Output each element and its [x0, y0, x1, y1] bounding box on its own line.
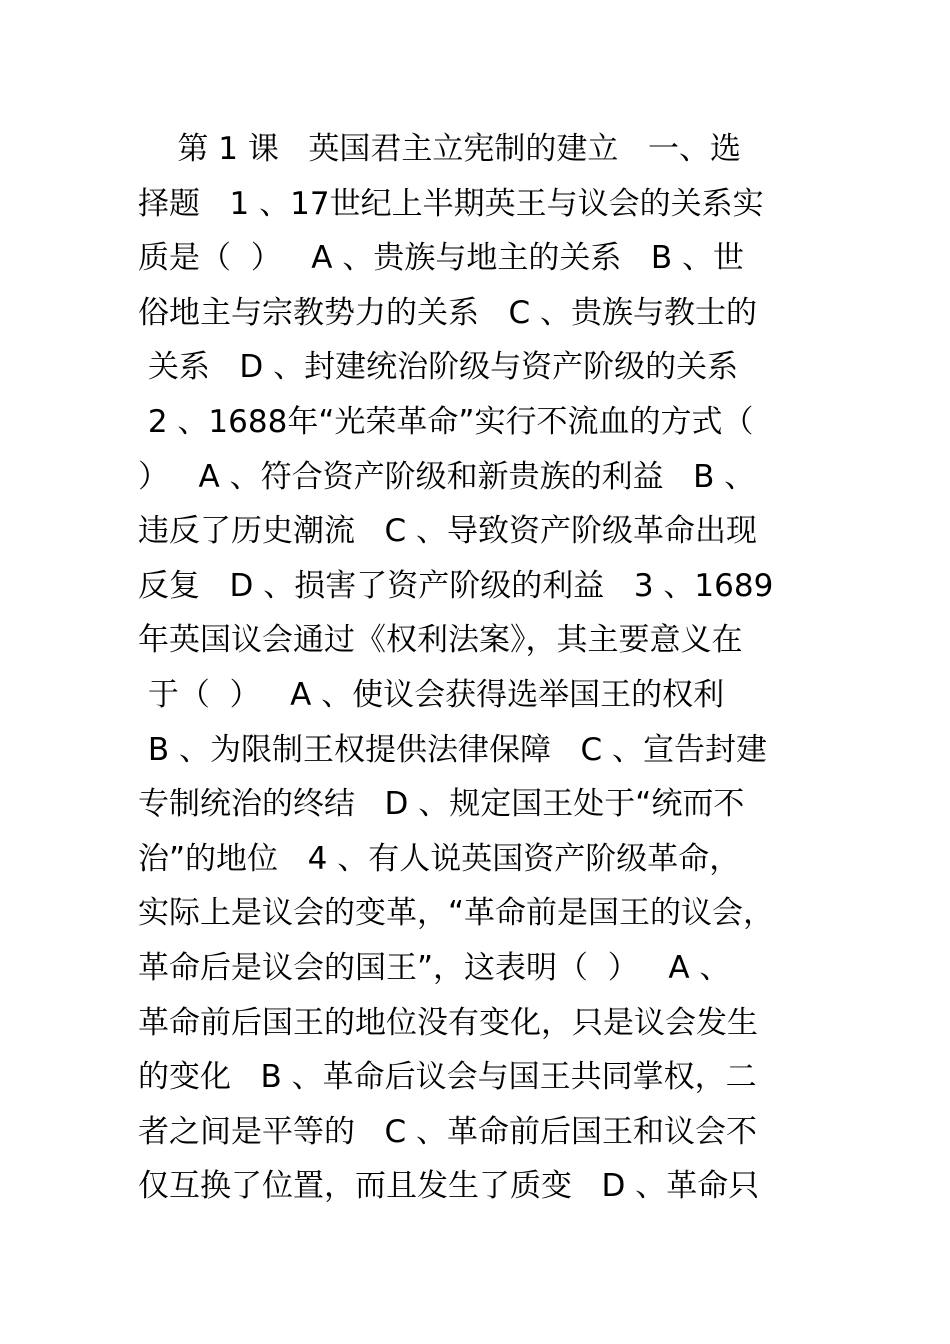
- text-line: 关系 D 、封建统治阶级与资产阶级的关系: [138, 349, 739, 386]
- text-line: 2 、1688年“光荣革命”实行不流血的方式（: [138, 403, 754, 440]
- text-line: 者之间是平等的 C 、革命前后国王和议会不: [138, 1113, 758, 1150]
- text-line: 于（ ） A 、使议会获得选举国王的权利: [138, 676, 725, 713]
- text-line: 革命后是议会的国王”，这表明（ ） A 、: [138, 949, 731, 986]
- text-line: B 、为限制王权提供法律保障 C 、宣告封建: [138, 731, 768, 768]
- text-line: 择题 1 、17世纪上半期英王与议会的关系实: [138, 185, 764, 222]
- text-line: 年英国议会通过《权利法案》，其主要意义在: [138, 622, 743, 659]
- text-line: 质是（ ） A 、贵族与地主的关系 B 、世: [138, 240, 745, 277]
- text-line: 革命前后国王的地位没有变化，只是议会发生: [138, 1004, 758, 1041]
- text-line: 第 1 课 英国君主立宪制的建立 一、选: [138, 131, 741, 167]
- text-line: 治”的地位 4 、有人说英国资产阶级革命，: [138, 840, 741, 877]
- document-body: [138, 122, 838, 1214]
- text-line: 专制统治的终结 D 、规定国王处于“统而不: [138, 786, 745, 823]
- text-line: 实际上是议会的变革，“革命前是国王的议会，: [138, 895, 775, 932]
- text-line: 仅互换了位置，而且发生了质变 D 、革命只: [138, 1168, 760, 1205]
- text-line: 违反了历史潮流 C 、导致资产阶级革命出现: [138, 513, 758, 550]
- text-line: 的变化 B 、革命后议会与国王共同掌权，二: [138, 1059, 757, 1096]
- text-line: ） A 、符合资产阶级和新贵族的利益 B 、: [138, 458, 756, 495]
- text-line: 反复 D 、损害了资产阶级的利益 3 、1689: [138, 567, 774, 604]
- text-line: 俗地主与宗教势力的关系 C 、贵族与教士的: [138, 294, 758, 331]
